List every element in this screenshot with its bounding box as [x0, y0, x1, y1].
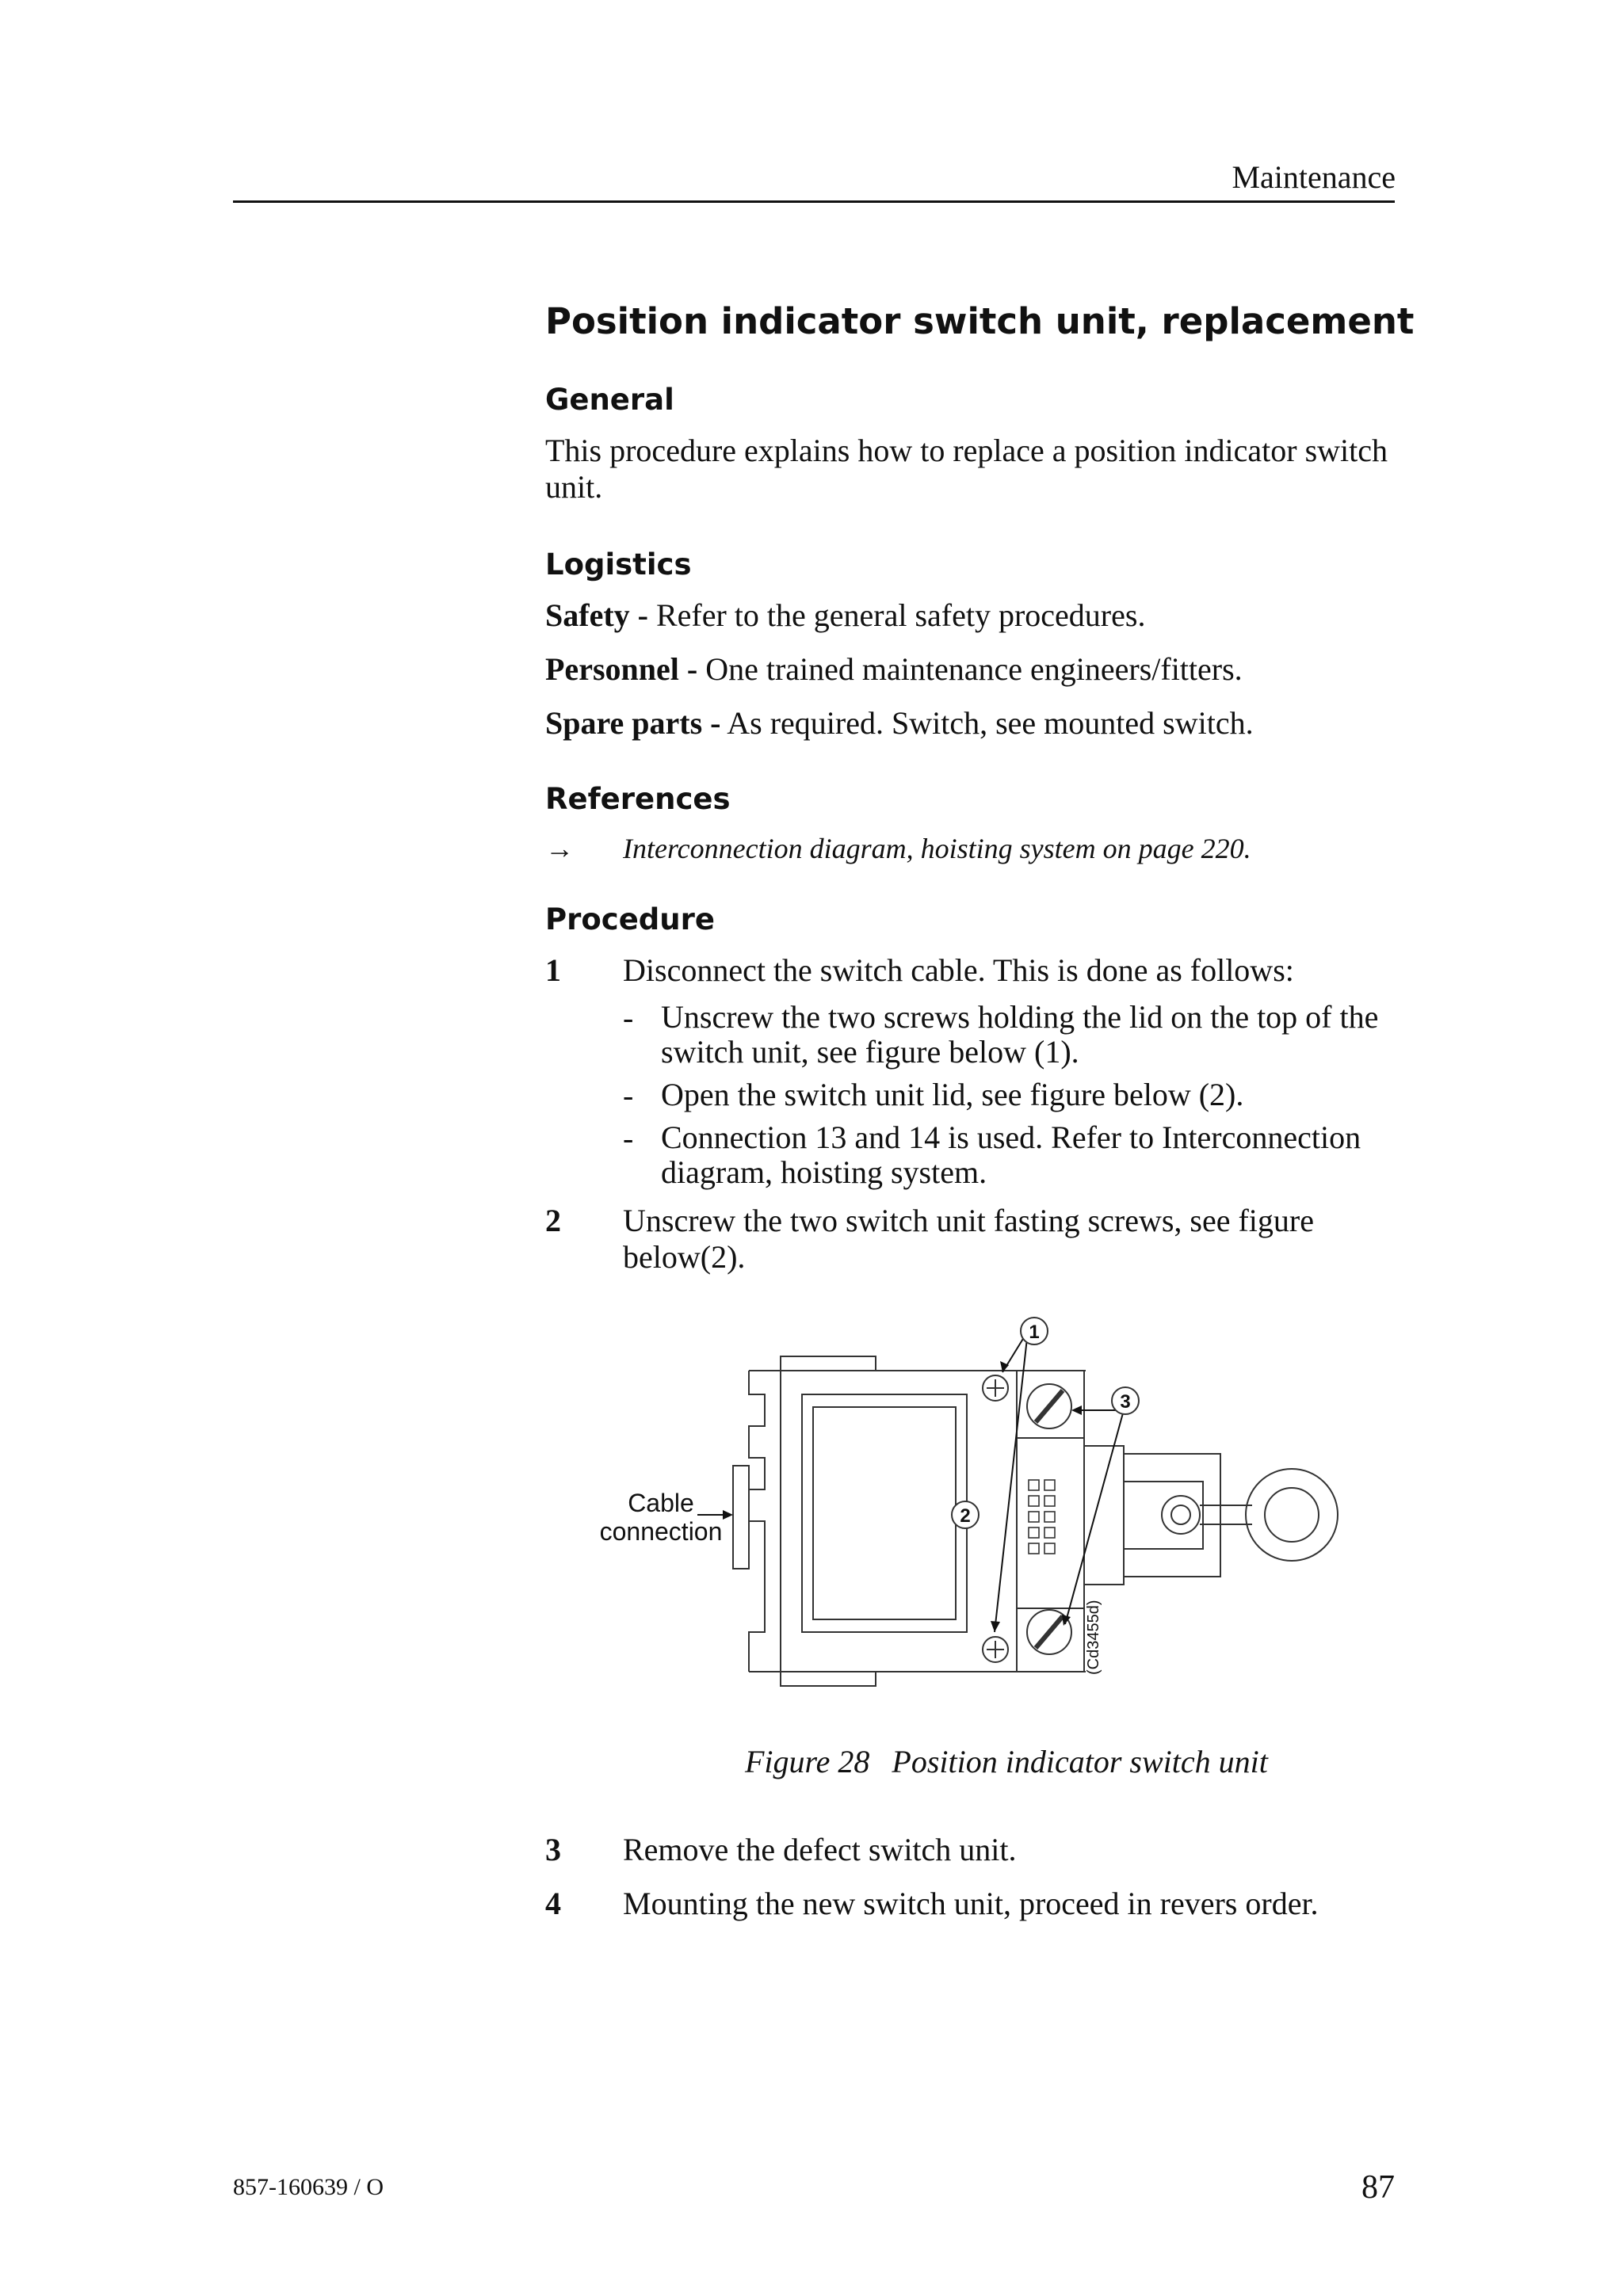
- actuator-arm: [1124, 1482, 1203, 1549]
- cable-connection-label: connection: [599, 1517, 723, 1546]
- callout-3-label: 3: [1120, 1391, 1131, 1413]
- callout-1-label: 1: [1029, 1322, 1040, 1343]
- roller-outer: [1246, 1469, 1338, 1561]
- header-rule: [233, 200, 1395, 203]
- references-heading: References: [545, 782, 731, 816]
- step-number: 2: [545, 1203, 561, 1238]
- figure-code: (Cd3455d): [1085, 1600, 1102, 1675]
- running-head: Maintenance: [1232, 159, 1396, 195]
- reference-link[interactable]: Interconnection diagram, hoisting system on page 220.: [623, 833, 1251, 864]
- switch-unit-figure: [586, 1299, 1379, 1711]
- substep-text: Unscrew the two screws holding the lid on the top of the switch unit, see figure below (1).: [661, 999, 1379, 1070]
- logistics-heading: Logistics: [545, 547, 692, 582]
- logistics-label: Spare parts -: [545, 705, 721, 741]
- general-text: This procedure explains how to replace a position indicator switch unit.: [545, 433, 1388, 505]
- general-heading: General: [545, 383, 674, 417]
- logistics-label: Safety -: [545, 597, 648, 633]
- roller-inner: [1265, 1488, 1319, 1542]
- actuator-base: [1084, 1446, 1124, 1585]
- logistics-personnel: [545, 651, 1401, 688]
- substep-dash: -: [623, 1120, 634, 1156]
- substep-text: Open the switch unit lid, see figure below (2).: [661, 1077, 1244, 1112]
- step-text: Disconnect the switch cable. This is done as follows:: [623, 952, 1294, 988]
- step-text: Mounting the new switch unit, proceed in revers order.: [623, 1886, 1319, 1921]
- cable-connection-port: [733, 1466, 749, 1569]
- substep-text: Connection 13 and 14 is used. Refer to Interconnection diagram, hoisting system.: [661, 1119, 1361, 1190]
- step-number: 3: [545, 1832, 561, 1867]
- screw-slot: [1036, 1616, 1063, 1648]
- logistics-label: Personnel -: [545, 651, 698, 687]
- bottom-tab: [781, 1672, 876, 1686]
- lid-window: [813, 1407, 956, 1619]
- figure-caption: [745, 1743, 1268, 1781]
- step-text: Remove the defect switch unit.: [623, 1832, 1017, 1867]
- logistics-safety: [545, 597, 1401, 634]
- top-tab: [781, 1356, 876, 1371]
- substep-dash: -: [623, 1000, 634, 1035]
- terminal-grid: [1029, 1480, 1055, 1554]
- logistics-text: Refer to the general safety procedures.: [647, 597, 1146, 633]
- logistics-text: As required. Switch, see mounted switch.: [720, 705, 1254, 741]
- substep-dash: -: [623, 1077, 634, 1113]
- logistics-spare-parts: [545, 705, 1401, 742]
- procedure-heading: Procedure: [545, 902, 715, 936]
- step-number: 4: [545, 1886, 561, 1921]
- actuator-shaft: [1162, 1496, 1200, 1534]
- step-number: 1: [545, 952, 561, 988]
- lid-frame: [802, 1394, 967, 1632]
- housing-edge: [749, 1371, 765, 1672]
- cable-connection-label: Cable: [628, 1489, 694, 1517]
- switch-block: [1017, 1371, 1084, 1672]
- page-title: Position indicator switch unit, replacement: [545, 300, 1415, 342]
- reference-arrow-icon: →: [545, 833, 574, 864]
- page-number: 87: [1361, 2169, 1395, 2206]
- step-text: Unscrew the two switch unit fasting screws, see figure below(2).: [623, 1203, 1314, 1275]
- document-number: 857-160639 / O: [233, 2174, 384, 2200]
- callout-2-label: 2: [960, 1505, 971, 1527]
- logistics-text: One trained maintenance engineers/fitters.: [697, 651, 1243, 687]
- figure-title: Position indicator switch unit: [892, 1744, 1268, 1779]
- leader-lines: [697, 1331, 1124, 1632]
- figure-number: Figure 28: [745, 1744, 870, 1779]
- actuator-shaft-center: [1171, 1505, 1190, 1524]
- screw-slot: [1036, 1390, 1063, 1422]
